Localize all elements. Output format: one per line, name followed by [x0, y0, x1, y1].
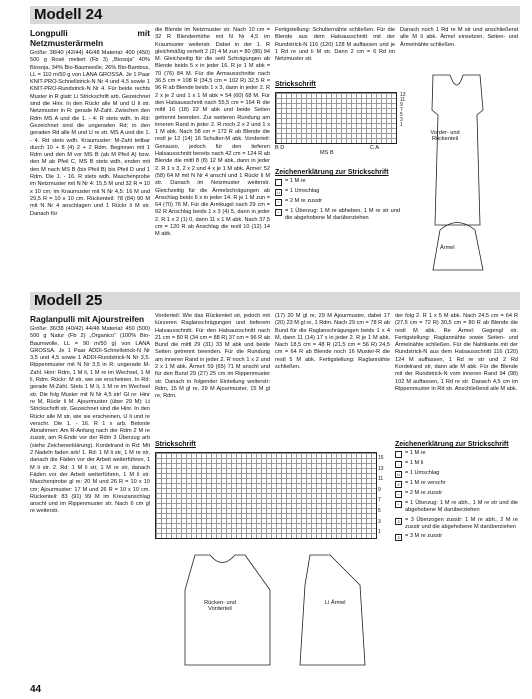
modell-24-chart-grid [275, 92, 397, 144]
modell-24-chart-label-ca: C A [370, 145, 380, 151]
modell-24-text-2: die Blende im Netzmuster str. Nach 10 cm = 32 R Blendenhöhe mit N Nr 4,5 im Kraumuster weiterstr. Dabei in der 1. R gleichmäßig verteilt 2 (2) 4 M zun = 80 (86) 94 M. Gleichzeitig für die seitl Schrägungen ab Blende beids 5 x in jeder 16. R je 1 M abk = 70 (76) 84 M. Für die Armausschnitte nach 36,5 cm = 108 R (34,5 cm = 102 R) 32,5 R = 96 R ab Blende beids 1 x 3, dann in jeder 2. R 2 x je 2 und 1 x 1 M abk = 54 (60) 68 M. Für den Halsausschnitt nach 55,5 cm = 164 R die mittl 16 (18) 22 M abk und beide Seiten getrennt beenden. Zur weiteren Rundung am inneren Rand in jeder 2. R noch 2 x 2 und 1 x 1 M abk. Nach 58 cm = 172 R ab Blende die restl je 12 (14) 16 Schulter-M abk. Vorderteil: Genauso, jedoch für den tieferen Halsausschnitt bereits nach 42 cm = 124 R ab Blende die mittl 8 (8) 12 M abk, dann in jeder 2. R 1 x 3, 2 x 2 und 4 x je 1 M abk. Ärmel: 52 (58) 64 M mit N Nr 4 anschl und 1 Rückr li M str. Danach im Netzmuster weiterstr. Gleichzeitig für die Ärmelschrägungen ab Anschlag beids 6 x in jeder 14. R je 1 M zun = 64 (70) 76 M. Für die Armkugel nach 29 cm = 92 R Anschlag beids 1 x 3 (4) 5, dann in jeder 2. R 1 x 2 (1) 0, dann 11 x 1 M abk. Nach 37,5 cm = 120 R ab Anschlag die restl 10 (12) 14 M abk. [155, 27, 270, 238]
legend-24-item-3: ^ = 1 Überzug: 1 M re abheben, 1 M re str und die abgehobene M darüberziehen [275, 208, 400, 223]
modell-25-text-2: Vorderteil: Wie das Rückenteil str, jedoch mit kürzeren Raglanschrägungen und tieferem Halsausschnitt. Für den Halsausschnitt nach 21 cm = 80 R (34 cm = 88 R) 37 cm = 96 R ab Bund die mittl 29 (31) 33 M abk und beide Seiten getrennt beenden. Für die Rundung am inneren Rand in jeder 2. R noch 1 x 2 und 2 x 1 M abk. Ärmel: 59 (65) 71 M anschl und für den Bund 29 (27) 25 cm im Rippenmuster str. Danach in folgender Einteilung weiterstr: Rdm, 15 M gl re, 29 M Ajourmuster, 15 M gl re, Rdm. [155, 313, 270, 400]
legend-25-item-1: - = 1 M li [395, 460, 518, 468]
modell-25-schematic [160, 545, 390, 680]
modell-24-text-3: Fertigstellung: Schulternähte schließen. Für die Blende aus dem Halsausschnitt mit der Rundstrick-N 116 (120) 128 M auffassen und je 1 Rd re und li M str. Dann 2 cm = 6 Rd im Netzmuster str. [275, 27, 395, 63]
legend-25-item-3: 2 = 1 M re verschr [395, 480, 518, 488]
legend-24-item-2: ^ = 2 M re zusstr [275, 198, 400, 206]
modell-24-col1 [30, 27, 150, 218]
modell-24-title: Modell 24 [34, 6, 103, 23]
page-number: 44 [30, 684, 42, 695]
modell-24-chart-label-msb: MS B [320, 150, 334, 156]
modell-25-subtitle: Raglanpulli mit Ajourstreifen [30, 314, 145, 324]
modell-24-chart-row-labels: 13 11 9 7 5 3 1 [400, 92, 406, 128]
modell-24-diagram-vorder: Vorder- und Rückenteil [430, 130, 460, 142]
legend-24-item-1: U = 1 Umschlag [275, 188, 400, 196]
modell-25-diagram-aermel: Li Ärmel [325, 600, 346, 606]
modell-25-text-4: der folg 2. R 1 x 5 M abk. Nach 24,5 cm = 64 R (27,5 cm = 72 R) 30,5 cm = 80 R ab Blende die restl M abk. Re Ärmel: Gegengl str. Fertigstellung: Raglannähte sowie Seiten- und Ärmelnähte schließen. Für die Nahtkante mit der Rundstrick-N aus dem Halsausschnitt 116 (120) 124 M auffassen, 1 Rd re str und 2 Rd Kordelrand str, dann alle M abk. Für die Blende mit der Rundstrick-N vom inneren Rand 94 (98) 102 M auffassen, 1 Rd re str. Danach 4,5 cm im Rippenmuster in Rd str. Anschließend alle M abk. [395, 313, 518, 392]
modell-24-subtitle: Longpulli mit Netzmusterärmeln [30, 28, 150, 48]
modell-25-strickschrift-title: Strickschrift [155, 441, 196, 448]
legend-25-item-6: 3 = 3 Überzogen zusstr: 1 M re abh., 2 M re zusstr und die abgehobene M darüberziehen [395, 517, 518, 532]
legend-25-item-7: 3 = 3 M re zusstr [395, 533, 518, 541]
modell-25-col2 [155, 313, 270, 401]
modell-24-header [30, 6, 520, 24]
modell-25-chart-row-labels: 15 13 11 9 7 5 3 1 [378, 455, 384, 536]
legend-25-item-5: ^ = 1 Überzug: 1 M re abh., 1 M re str und die abgehobene M darüberziehen [395, 500, 518, 515]
modell-24-strickschrift-title: Strickschrift [275, 81, 316, 88]
modell-24-text-1: Größe: 38/40 (42/44) 46/48 Material: 400 (450) 500 g Rosé meliert (Fb 3) „Biosoja“ 40% Biosoja, 34% Bio-Baumwolle, 26% Bio-Bambus, LL = 110 m/50 g von LANA GROSSA. Je 1 Paar KNIT-PRO-Schnellstrick-N Nr 4 und 4,5 sowie 1 KNIT-PRO-Rundstrick-N Nr 4. Für beide rechts Muster in R glatt: Li Strickschrift arb. Gezeichnet sind die Hinr. In den Rückr alle M und U li str. Netzmuster in R: gerade M-Zahl. Zwischen den Rdm MS A und die 1. - 4. R stets wdh. In Rd: Gezeichnet sind die ungeraden Rd; in den geraden Rd alle M und U re str. MS A und die 1. - 4. Rd stets wdh. Kraumuster: M-Zahl teilbar durch 10 + 8 (4) 2 + 2 Rdm. Beginnen mit 1 Rdm und den M vor MS B (ab M Pfeil A) bzw. den M ab Pfeil C, MS B stets wdh, enden mit den M nach MS B (bis Pfeil B) bis Pfeil D und 1 Rdm. Die 1. - 16. R stets wdh. Maschenprobe im Netzmuster mit N Nr 4: 15,5 M und 32 R = 10 x 10 cm; im Kraumuster mit N Nr 4,5: 16 M und 29,5 R = 10 x 10 cm. Rückenteil: 78 (84) 90 M mit N Nr 4 anschlagen und 1 Rückr li M str. Danach für [30, 50, 150, 217]
modell-25-diagram-ruecken: Rücken- und Vorderteil [204, 600, 236, 612]
modell-25-header [30, 292, 520, 310]
modell-25-text-1: Größe: 36/38 (40/42) 44/46 Material: 450 (500) 500 g Natur (Fb 2) „Organico“ (100% Bio-Baumwolle, LL = 90 m/50 g) von LANA GROSSA. Je 1 Paar ADDI-Schnellstrick-N Nr 3,5 und 4,5 sowie 1 ADDI-Rundstrick-N Nr 3,5. Rippenmuster mit N Nr 3,5 in R: ungerade M-Zahl. Hinr: Rdm, 1 M li, 1 M re im Wechsel, 1 M li, Rdm. Rückr: M str, wie sie erscheinen. In Rd: gerade M-Zahl. Stets 1 M li, 1 M re im Wechsel str. Die folg Muster mit N Nr 4,5 str! Gl re: Hinr re M, Rückr li M. Ajourmuster (über 29 M): Lt Strickschrift str. Gezeichnet sind die Hinr. In den Rückr alle M str, wie sie erscheinen, U li und re verschr. Die 1. - 16. R 1 x arb. Betonte Abnahmen: Am R-Anfang nach der Rdm 2 M re zusstr, am R-Ende vor der Rdm 3 Überzug arb (siehe Zeichenerklärung). Kordelrand in Rd: Mit 2 Nadeln faden arb! 1. Rd: 1 M li str, 1 M re str, danach die Fäden vor der Arbeit weiterführen, 1 M li str. 2. Rd: 1 M li str, 1 M re str, danach Fäden vor der Arbeit weiterführen, 1 M li str. Maschenprobe gl re: 20 M und 26 R = 10 x 10 cm; Ajourmuster: 17 M und 26 R = 10 x 10 cm. Rückenteil: 83 (91) 99 M im Kreuzanschlag anschl und im Rippenmuster str. Nach 6 cm gl re weiterstr. [30, 326, 150, 515]
modell-25-col4 [395, 313, 518, 393]
modell-25-title: Modell 25 [34, 292, 103, 309]
modell-24-diagram-aermel: Ärmel [440, 245, 455, 251]
modell-24-chart-label-bd: B D [275, 145, 285, 151]
modell-24-schematic [405, 65, 520, 280]
modell-24-col4 [400, 27, 518, 49]
modell-24-text-4: Danach noch 1 Rd re M str und anschließend alle M li abk. Ärmel einsetzen, Seiten- und Ärmelnähte schließen. [400, 27, 518, 48]
modell-25-col3 [275, 313, 390, 371]
modell-24-col2 [155, 27, 270, 239]
legend-24-item-0: = 1 M re [275, 178, 400, 186]
modell-25-chart-grid [155, 452, 377, 539]
legend-25-item-2: U = 1 Umschlag [395, 470, 518, 478]
modell-25-text-3: (17) 20 M gl re, 29 M Ajourmuster, dabei 17 (20) 23 M gl re, 1 Rdm. Nach 29 cm = 78 R ab Bund für die Raglanschrägungen beids 1 x 4 M, dann 11 (14) 17 x in jeder 2. R je 1 M abk. Nach 18,5 cm = 48 R (21,5 cm = 56 R) 24,5 cm = 64 R ab Blende noch 16 Muster-R die restl 5 M abk. Fertigstellung: Raglannähte schließen. [275, 313, 390, 371]
modell-25-col1 [30, 313, 150, 516]
modell-24-legend: Zeichenerklärung zur Strickschrift = 1 M re U = 1 Umschlag ^ = 2 M re zusstr ^ = 1 Überzug: 1 M re abheben, 1 M re str und die abgehobene M darüberziehen [275, 169, 400, 222]
modell-24-col3 [275, 27, 395, 63]
legend-25-item-4: ^ = 2 M re zusstr [395, 490, 518, 498]
modell-25-legend: Zeichenerklärung zur Strickschrift = 1 M re - = 1 M li U = 1 Umschlag 2 = 1 M re verschr ^ = 2 M re zusstr ^ = 1 Überzug: 1 M re abh., 1 M re str und die abgehobene M darüberziehen 3 = 3 Überzogen zusstr: 1 M re abh., 2 M re zusstr und die abgehobene M darüberziehen 3 = 3 M re zusstr [395, 441, 518, 541]
legend-25-item-0: = 1 M re [395, 450, 518, 458]
